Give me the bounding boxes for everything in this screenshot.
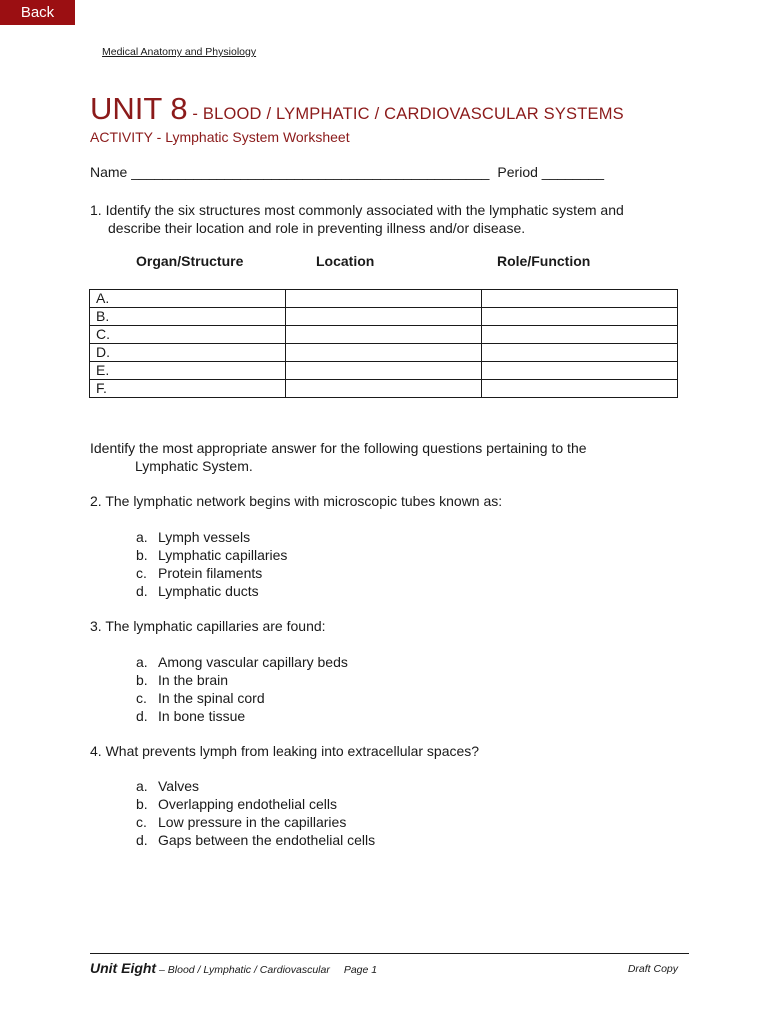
list-item[interactable] [136, 528, 287, 546]
choice-letter: c. [136, 565, 147, 581]
name-period-line [90, 164, 604, 180]
choice-text: In the spinal cord [158, 690, 265, 706]
question-1-line1: 1. Identify the six structures most commonly associated with the lymphatic system and [90, 202, 624, 218]
list-item[interactable] [136, 813, 375, 831]
choice-letter: b. [136, 547, 148, 563]
choice-text: Lymphatic capillaries [158, 547, 288, 563]
footer-unit: Unit Eight [90, 960, 157, 976]
choice-text: Protein filaments [158, 565, 263, 581]
choice-text: In bone tissue [158, 708, 246, 724]
name-blank: ______________________________________________ [131, 164, 490, 180]
choice-letter: a. [136, 654, 148, 670]
row-letter: D. [90, 344, 286, 362]
choice-text: Gaps between the endothelial cells [158, 832, 376, 848]
question-2: 2. The lymphatic network begins with microscopic tubes known as: [90, 493, 503, 509]
choice-text: In the brain [158, 672, 229, 688]
list-item[interactable] [136, 777, 375, 795]
choice-letter: a. [136, 529, 148, 545]
question-3: 3. The lymphatic capillaries are found: [90, 618, 326, 634]
location-cell[interactable] [286, 362, 482, 380]
row-letter: A. [90, 290, 286, 308]
question-4: 4. What prevents lymph from leaking into extracellular spaces? [90, 743, 480, 759]
table-row [90, 326, 678, 344]
location-cell[interactable] [286, 308, 482, 326]
choice-letter: d. [136, 708, 148, 724]
list-item[interactable] [136, 546, 287, 564]
choice-letter: b. [136, 672, 148, 688]
choice-text: Lymphatic ducts [158, 583, 259, 599]
question-1-line2: describe their location and role in preventing illness and/or disease. [108, 220, 526, 236]
role-cell[interactable] [482, 344, 678, 362]
instructions [90, 439, 587, 475]
row-letter: F. [90, 380, 286, 398]
structures-table [89, 289, 678, 398]
column-header-location: Location [316, 253, 375, 269]
row-letter: C. [90, 326, 286, 344]
footer-page-number: Page 1 [343, 964, 378, 976]
instructions-line2: Lymphatic System. [135, 458, 253, 474]
role-cell[interactable] [482, 326, 678, 344]
question-2-choices [136, 528, 287, 600]
choice-text: Lymph vessels [158, 529, 251, 545]
list-item[interactable] [136, 582, 287, 600]
question-1 [90, 201, 690, 237]
footer-divider [90, 953, 689, 954]
role-cell[interactable] [482, 308, 678, 326]
course-header [90, 46, 268, 58]
location-cell[interactable] [286, 380, 482, 398]
course-name: Medical Anatomy and Physiology [102, 46, 257, 58]
role-cell[interactable] [482, 362, 678, 380]
footer-systems: – Blood / Lymphatic / Cardiovascular [156, 964, 330, 976]
unit-subtitle: - BLOOD / LYMPHATIC / CARDIOVASCULAR SYSTEMS [187, 105, 624, 123]
activity-title: ACTIVITY - Lymphatic System Worksheet [90, 129, 350, 145]
page-footer [90, 960, 678, 978]
choice-text: Low pressure in the capillaries [158, 814, 347, 830]
table-row [90, 380, 678, 398]
choice-letter: d. [136, 583, 148, 599]
period-label: Period [497, 164, 538, 180]
table-row [90, 344, 678, 362]
choice-text: Overlapping endothelial cells [158, 796, 337, 812]
list-item[interactable] [136, 831, 375, 849]
role-cell[interactable] [482, 290, 678, 308]
choice-letter: b. [136, 796, 148, 812]
list-item[interactable] [136, 707, 348, 725]
location-cell[interactable] [286, 344, 482, 362]
column-header-role: Role/Function [497, 253, 591, 269]
back-button[interactable]: Back [0, 0, 75, 25]
row-letter: E. [90, 362, 286, 380]
location-cell[interactable] [286, 326, 482, 344]
choice-letter: c. [136, 814, 147, 830]
choice-letter: c. [136, 690, 147, 706]
list-item[interactable] [136, 795, 375, 813]
choice-text: Among vascular capillary beds [158, 654, 348, 670]
unit-number: UNIT 8 [90, 91, 188, 126]
list-item[interactable] [136, 689, 348, 707]
table-row [90, 290, 678, 308]
list-item[interactable] [136, 653, 348, 671]
column-header-organ: Organ/Structure [136, 253, 244, 269]
choice-letter: d. [136, 832, 148, 848]
list-item[interactable] [136, 671, 348, 689]
table-row [90, 308, 678, 326]
question-3-choices [136, 653, 348, 725]
name-label: Name [90, 164, 128, 180]
table-row [90, 362, 678, 380]
choice-text: Valves [158, 778, 199, 794]
role-cell[interactable] [482, 380, 678, 398]
period-blank: ________ [541, 164, 605, 180]
location-cell[interactable] [286, 290, 482, 308]
list-item[interactable] [136, 564, 287, 582]
choice-letter: a. [136, 778, 148, 794]
row-letter: B. [90, 308, 286, 326]
footer-draft-label: Draft Copy [627, 963, 678, 975]
page-title [90, 92, 624, 131]
question-4-choices [136, 777, 375, 849]
instructions-line1: Identify the most appropriate answer for the following questions pertaining to the [90, 440, 587, 456]
